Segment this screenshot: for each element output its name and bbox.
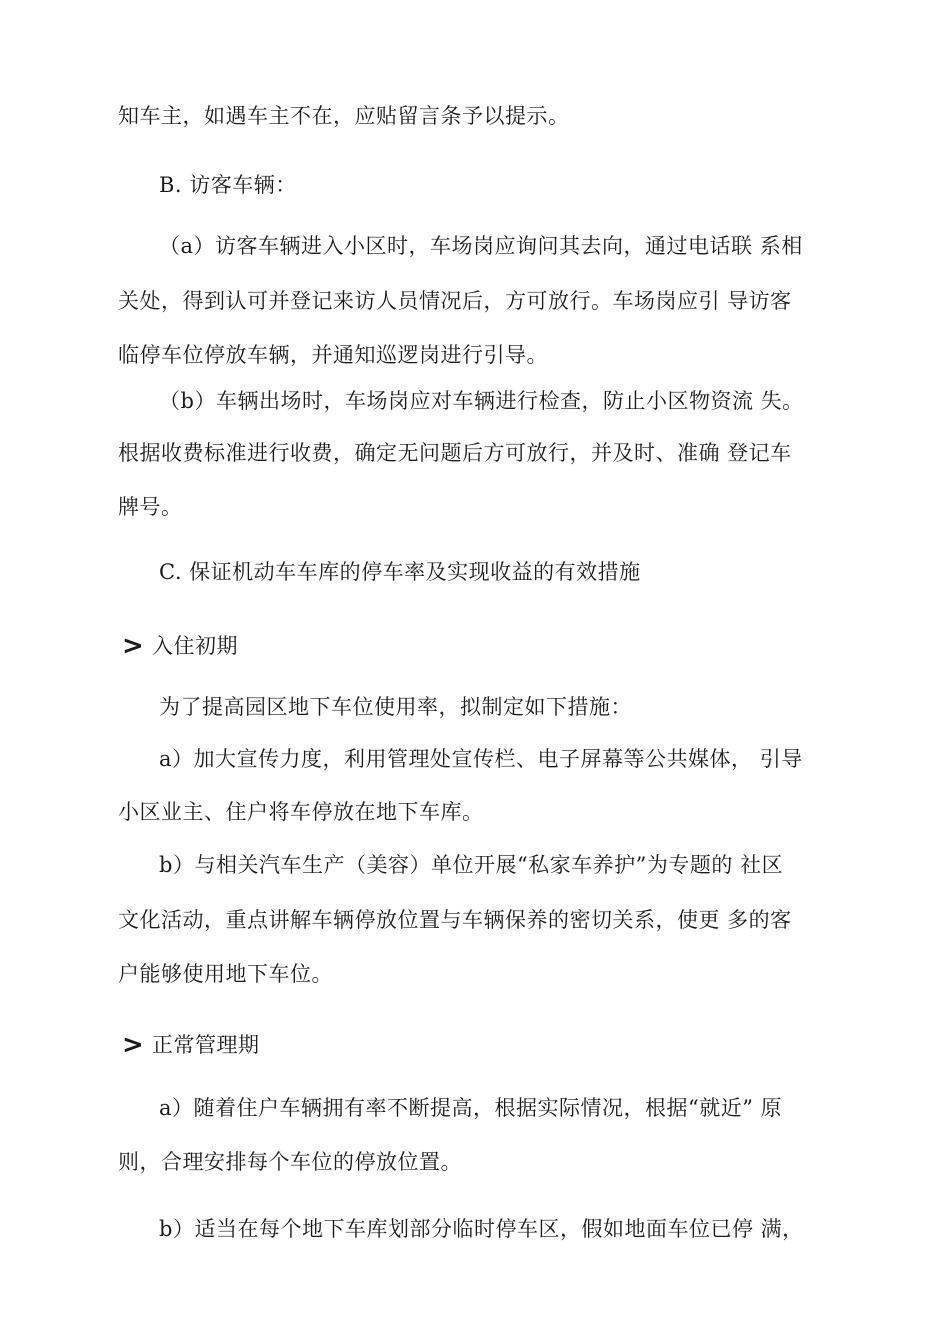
paragraph-line: 临停车位停放车辆，并通知巡逻岗进行引导。 (118, 343, 548, 367)
chevron-right-icon: > (122, 1030, 145, 1060)
bullet-heading (122, 1027, 260, 1063)
chevron-right-icon: > (122, 631, 145, 661)
bullet-heading (122, 628, 238, 664)
paragraph-line: 户能够使用地下车位。 (118, 962, 333, 986)
paragraph-line: （a）访客车辆进入小区时，车场岗应询问其去向，通过电话联 系相 (159, 234, 803, 258)
paragraph-line: a）加大宣传力度，利用管理处宣传栏、电子屏幕等公共媒体， 引导 (159, 747, 803, 771)
paragraph-line: 根据收费标准进行收费，确定无问题后方可放行，并及时、准确 登记车 (118, 441, 792, 465)
section-heading-c: C. 保证机动车车库的停车率及实现收益的有效措施 (159, 560, 641, 584)
paragraph-line: （b）车辆出场时，车场岗应对车辆进行检查，防止小区物资流 失。 (159, 389, 804, 413)
paragraph-line: 则，合理安排每个车位的停放位置。 (118, 1150, 462, 1174)
bullet-heading-label: 入住初期 (152, 634, 238, 658)
bullet-heading-label: 正常管理期 (152, 1033, 260, 1057)
paragraph-line: b）与相关汽车生产（美容）单位开展“私家车养护”为专题的 社区 (159, 853, 784, 877)
section-heading-b: B. 访客车辆： (159, 173, 297, 197)
paragraph-line: 小区业主、住户将车停放在地下车库。 (118, 800, 484, 824)
paragraph-line: a）随着住户车辆拥有率不断提高，根据实际情况，根据“就近” 原 (159, 1096, 783, 1120)
paragraph-line: 为了提高园区地下车位使用率，拟制定如下措施： (159, 695, 632, 719)
paragraph-line: b）适当在每个地下车库划部分临时停车区，假如地面车位已停 满， (159, 1217, 804, 1241)
paragraph-line: 牌号。 (118, 495, 183, 519)
paragraph-line: 关处，得到认可并登记来访人员情况后，方可放行。车场岗应引 导访客 (118, 289, 792, 313)
paragraph-line: 知车主，如遇车主不在，应贴留言条予以提示。 (118, 104, 570, 128)
paragraph-line: 文化活动，重点讲解车辆停放位置与车辆保养的密切关系，使更 多的客 (118, 908, 792, 932)
